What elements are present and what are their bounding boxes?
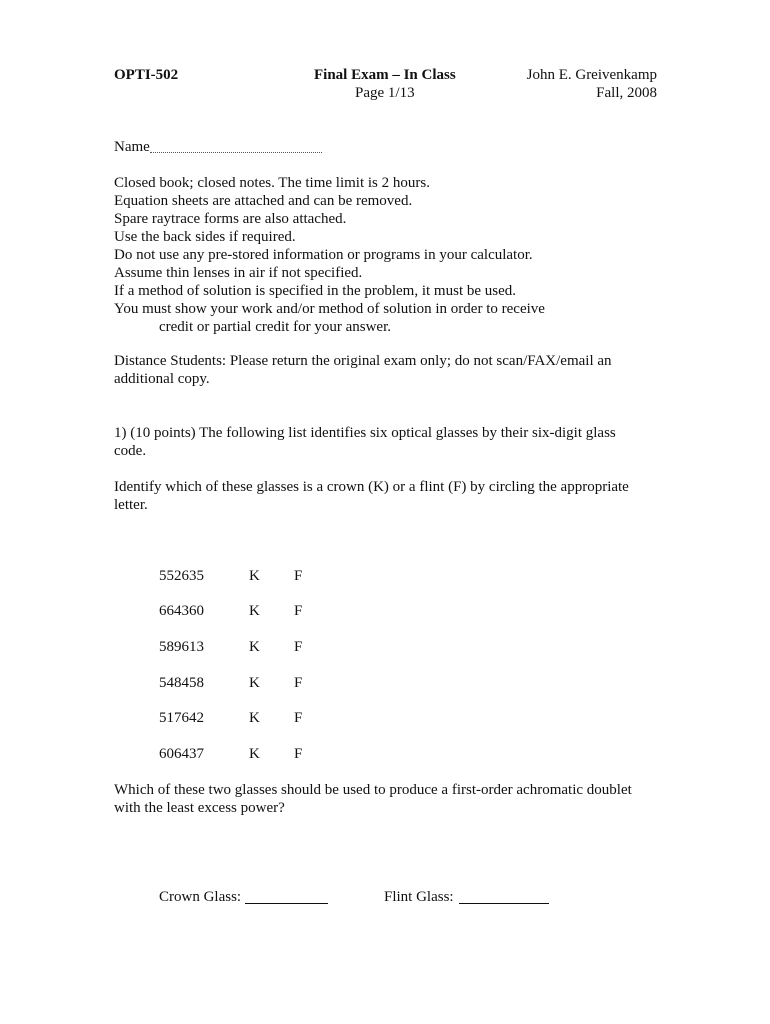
glass-code: 606437	[159, 746, 204, 762]
crown-option[interactable]: K	[249, 675, 260, 691]
question-instruction: Identify which of these glasses is a crown (K) or a flint (F) by circling the appropriate	[114, 479, 629, 495]
crown-option[interactable]: K	[249, 710, 260, 726]
flint-option[interactable]: F	[294, 568, 303, 584]
exam-title: Final Exam – In Class	[314, 67, 456, 83]
flint-glass-label: Flint Glass:	[384, 889, 454, 905]
term: Fall, 2008	[596, 85, 657, 101]
instruction-line: Equation sheets are attached and can be removed.	[114, 193, 413, 209]
distance-note: additional copy.	[114, 371, 210, 387]
flint-option[interactable]: F	[294, 710, 303, 726]
flint-option[interactable]: F	[294, 675, 303, 691]
glass-code: 517642	[159, 710, 204, 726]
instruction-line: Spare raytrace forms are also attached.	[114, 211, 347, 227]
flint-glass-answer-field[interactable]	[459, 903, 549, 904]
course-code: OPTI-502	[114, 67, 179, 83]
glass-code: 589613	[159, 639, 204, 655]
instruction-line: credit or partial credit for your answer.	[159, 319, 391, 335]
name-label: Name	[114, 139, 150, 155]
doublet-question: Which of these two glasses should be used to produce a first-order achromatic doublet	[114, 782, 632, 798]
crown-option[interactable]: K	[249, 568, 260, 584]
instruction-line: Use the back sides if required.	[114, 229, 296, 245]
crown-option[interactable]: K	[249, 746, 260, 762]
question-instruction: letter.	[114, 497, 148, 513]
flint-option[interactable]: F	[294, 639, 303, 655]
instruction-line: Assume thin lenses in air if not specified.	[114, 265, 363, 281]
instruction-line: If a method of solution is specified in the problem, it must be used.	[114, 283, 517, 299]
crown-option[interactable]: K	[249, 639, 260, 655]
name-field[interactable]	[150, 152, 322, 153]
crown-glass-answer-field[interactable]	[245, 903, 328, 904]
question-intro: 1) (10 points) The following list identifies six optical glasses by their six-digit glass	[114, 425, 616, 441]
flint-option[interactable]: F	[294, 746, 303, 762]
instructor-name: John E. Greivenkamp	[526, 67, 657, 83]
crown-option[interactable]: K	[249, 603, 260, 619]
distance-note: Distance Students: Please return the original exam only; do not scan/FAX/email an	[114, 353, 612, 369]
question-intro: code.	[114, 443, 147, 459]
instruction-line: Do not use any pre-stored information or programs in your calculator.	[114, 247, 533, 263]
instruction-line: You must show your work and/or method of solution in order to receive	[114, 301, 545, 317]
flint-option[interactable]: F	[294, 603, 303, 619]
crown-glass-label: Crown Glass:	[159, 889, 242, 905]
glass-code: 664360	[159, 603, 204, 619]
glass-code: 552635	[159, 568, 204, 584]
doublet-question: with the least excess power?	[114, 800, 285, 816]
glass-code: 548458	[159, 675, 204, 691]
page-number: Page 1/13	[355, 85, 415, 101]
instruction-line: Closed book; closed notes. The time limit is 2 hours.	[114, 175, 430, 191]
